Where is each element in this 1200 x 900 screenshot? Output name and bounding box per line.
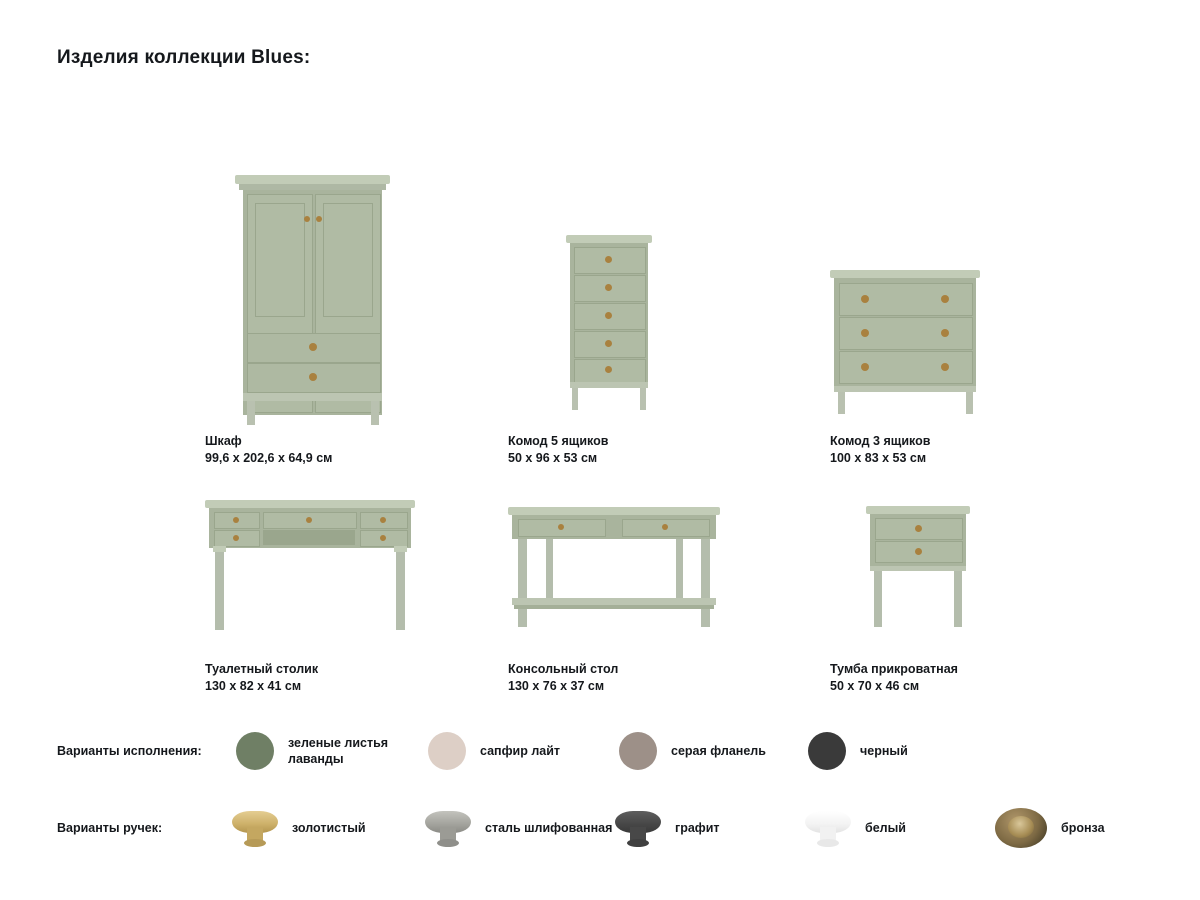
product-chest-5: [508, 85, 728, 465]
chest5-caption: [508, 433, 718, 467]
chest5-dims: 50 x 96 x 53 см: [508, 451, 598, 465]
handle-option-gold[interactable]: [232, 805, 366, 851]
finish-option-sapphire-light[interactable]: [428, 732, 560, 770]
finish-swatch-green-lavender: [236, 732, 274, 770]
finish-label-gray-flannel: серая фланель: [671, 744, 766, 758]
finish-swatch-gray-flannel: [619, 732, 657, 770]
finish-option-green-lavender[interactable]: [236, 732, 418, 770]
handle-option-white[interactable]: [805, 805, 906, 851]
handle-icon-brushed-steel: [425, 805, 471, 851]
finish-option-gray-flannel[interactable]: [619, 732, 766, 770]
page-title: Изделия коллекции Blues:: [57, 47, 311, 68]
finish-label-sapphire-light: сапфир лайт: [480, 744, 561, 758]
wardrobe-dims: 99,6 x 202,6 x 64,9 см: [205, 451, 333, 465]
chest5-name: Комод 5 ящиков: [508, 434, 609, 448]
wardrobe-illustration: [205, 85, 410, 405]
handle-label-brushed-steel: сталь шлифованная: [485, 821, 613, 835]
dressing-table-illustration: [205, 480, 425, 650]
finish-label-black: черный: [860, 744, 908, 758]
handle-label-bronze: бронза: [1061, 821, 1105, 835]
handle-icon-gold: [232, 805, 278, 851]
handle-label-graphite: графит: [675, 821, 720, 835]
handle-option-bronze[interactable]: [995, 805, 1105, 851]
dressing-table-caption: [205, 661, 425, 695]
wardrobe-name: Шкаф: [205, 434, 242, 448]
nightstand-name: Тумба прикроватная: [830, 662, 958, 676]
product-chest-3: [830, 85, 1070, 465]
product-console-table: [508, 480, 748, 710]
finish-option-black[interactable]: [808, 732, 908, 770]
handle-options-label: Варианты ручек:: [57, 821, 163, 835]
console-table-caption: [508, 661, 728, 695]
finish-label-green-lavender: зеленые листья лаванды: [288, 736, 389, 766]
handle-icon-graphite: [615, 805, 661, 851]
wardrobe-caption: [205, 433, 415, 467]
handle-option-graphite[interactable]: [615, 805, 720, 851]
chest5-illustration: [508, 85, 708, 405]
handle-options-row: [0, 805, 1200, 865]
dressing-table-name: Туалетный столик: [205, 662, 319, 676]
chest3-name: Комод 3 ящиков: [830, 434, 931, 448]
console-table-name: Консольный стол: [508, 662, 619, 676]
finish-options-label: Варианты исполнения:: [57, 744, 202, 758]
nightstand-caption: [830, 661, 1050, 695]
handle-option-brushed-steel[interactable]: [425, 805, 612, 851]
chest3-dims: 100 x 83 x 53 см: [830, 451, 927, 465]
handle-icon-white: [805, 805, 851, 851]
finish-swatch-black: [808, 732, 846, 770]
chest3-illustration: [830, 85, 1050, 405]
product-wardrobe: [205, 85, 425, 465]
nightstand-illustration: [830, 480, 1030, 650]
product-nightstand: [830, 480, 1070, 710]
product-dressing-table: [205, 480, 435, 710]
console-table-illustration: [508, 480, 738, 650]
handle-icon-bronze: [995, 805, 1047, 851]
nightstand-dims: 50 x 70 x 46 см: [830, 679, 920, 693]
console-table-dims: 130 x 76 x 37 см: [508, 679, 605, 693]
handle-label-gold: золотистый: [292, 821, 366, 835]
finish-swatch-sapphire-light: [428, 732, 466, 770]
handle-label-white: белый: [865, 821, 906, 835]
dressing-table-dims: 130 x 82 x 41 см: [205, 679, 302, 693]
finish-options-row: [0, 730, 1200, 790]
chest3-caption: [830, 433, 1050, 467]
